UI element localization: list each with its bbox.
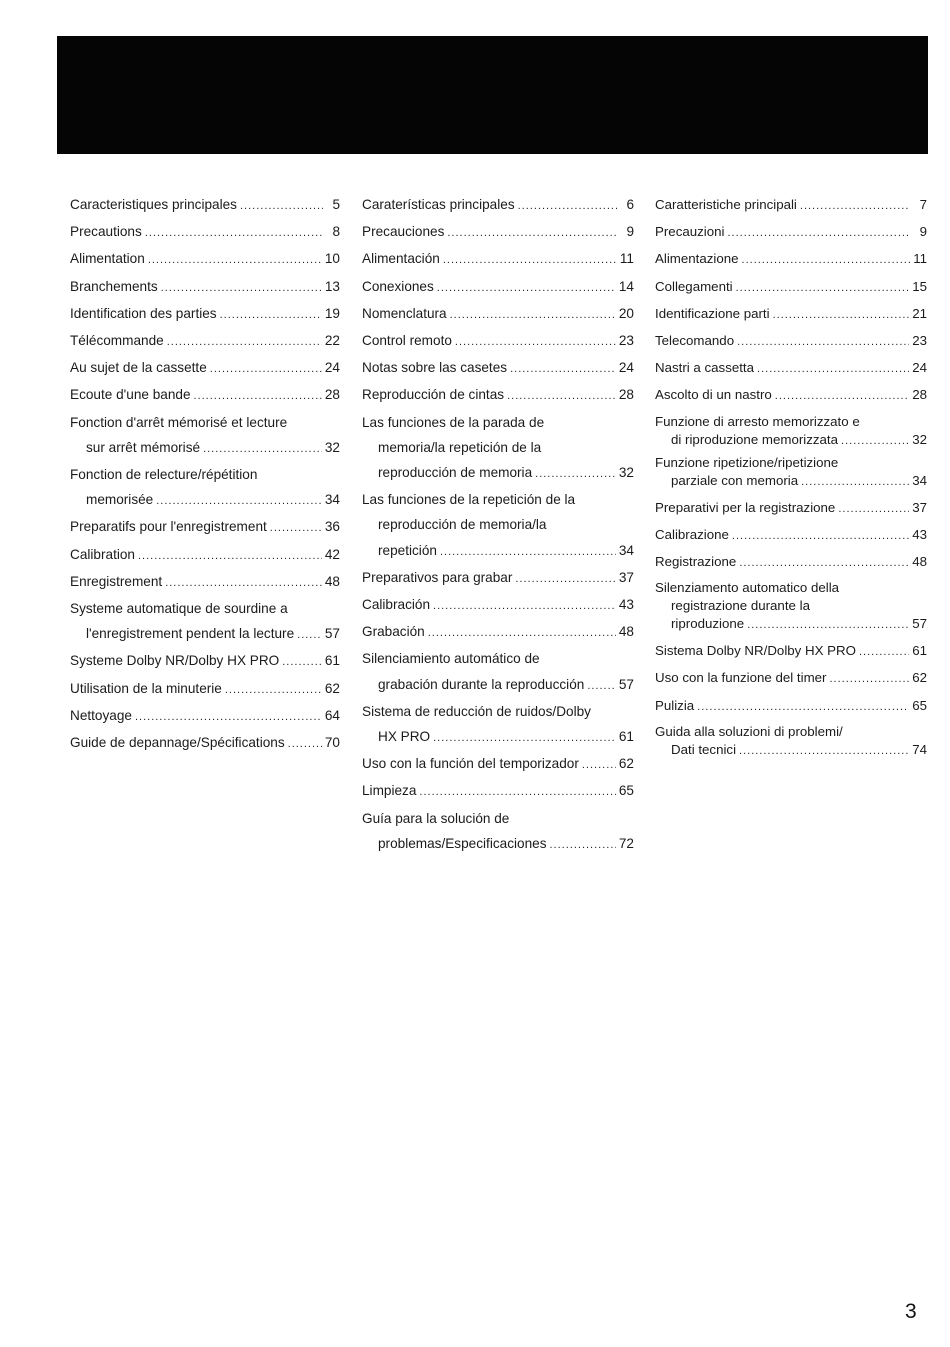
toc-entry-title: Ecoute d'une bande bbox=[70, 387, 191, 403]
dot-leader bbox=[507, 384, 616, 409]
toc-entry-page: 61 bbox=[618, 729, 634, 745]
toc-entry-page: 32 bbox=[912, 431, 927, 447]
toc-entry bbox=[70, 730, 340, 757]
toc-entry bbox=[362, 192, 634, 219]
toc-entry-page: 8 bbox=[332, 224, 340, 240]
toc-entry-title: Au sujet de la cassette bbox=[70, 360, 207, 376]
toc-entry-page: 61 bbox=[324, 653, 340, 669]
dot-leader bbox=[510, 357, 616, 382]
toc-entry-page: 36 bbox=[324, 519, 340, 535]
toc-entry bbox=[362, 646, 634, 698]
dot-leader bbox=[440, 540, 616, 565]
toc-entry-title: reproducción de memoria/la bbox=[378, 517, 547, 533]
toc-entry-title: Ascolto di un nastro bbox=[655, 387, 772, 403]
dot-leader bbox=[135, 705, 322, 730]
toc-entry bbox=[362, 751, 634, 778]
toc-entry-title: problemas/Especificaciones bbox=[378, 835, 547, 851]
toc-entry-page: 34 bbox=[324, 492, 340, 508]
dot-leader bbox=[742, 248, 910, 273]
toc-entry-title: Precautions bbox=[70, 224, 142, 240]
dot-leader bbox=[419, 780, 615, 805]
toc-entry-title: Systeme Dolby NR/Dolby HX PRO bbox=[70, 653, 280, 669]
toc-entry-title: Sistema Dolby NR/Dolby HX PRO bbox=[655, 643, 856, 659]
toc-entry-page: 70 bbox=[324, 735, 340, 751]
toc-entry-page: 72 bbox=[618, 835, 634, 851]
toc-entry bbox=[655, 665, 927, 692]
dot-leader bbox=[800, 194, 910, 219]
toc-entry-title: grabación durante la reproducción bbox=[378, 676, 585, 692]
dot-leader bbox=[433, 594, 616, 619]
toc-entry bbox=[362, 382, 634, 409]
toc-entry bbox=[655, 693, 927, 720]
toc-entry-page: 7 bbox=[919, 197, 927, 212]
toc-entry-page: 14 bbox=[618, 278, 634, 294]
toc-entry-page: 62 bbox=[618, 756, 634, 772]
toc-entry-title: Telecomando bbox=[655, 333, 735, 349]
toc-entry-title: Guía para la solución de bbox=[362, 810, 510, 826]
dot-leader bbox=[515, 567, 616, 592]
toc-entry-title: Uso con la funzione del timer bbox=[655, 670, 827, 686]
toc-entry bbox=[70, 596, 340, 648]
dot-leader bbox=[428, 621, 616, 646]
toc-entry-page: 32 bbox=[324, 439, 340, 455]
dot-leader bbox=[220, 303, 322, 328]
toc-entry-title: Nastri a cassetta bbox=[655, 360, 755, 376]
dot-leader bbox=[167, 330, 322, 355]
toc-entry-page: 43 bbox=[912, 526, 927, 542]
toc-entry bbox=[70, 462, 340, 514]
toc-entry bbox=[362, 219, 634, 246]
dot-leader bbox=[587, 674, 616, 699]
toc-entry-title: Funzione di arresto memorizzato e bbox=[655, 413, 860, 429]
toc-entry-page: 23 bbox=[618, 333, 634, 349]
toc-entry bbox=[655, 301, 927, 328]
toc-entry-title: Precauciones bbox=[362, 224, 445, 240]
toc-entry bbox=[70, 355, 340, 382]
toc-entry-title: Identificazione parti bbox=[655, 305, 770, 321]
toc-entry-page: 65 bbox=[912, 697, 927, 713]
dot-leader bbox=[270, 516, 322, 541]
toc-entry-page: 28 bbox=[618, 387, 634, 403]
toc-entry bbox=[655, 328, 927, 355]
toc-entry bbox=[70, 301, 340, 328]
dot-leader bbox=[773, 303, 910, 328]
toc-entry-title: Calibración bbox=[362, 597, 431, 613]
toc-entry-page: 9 bbox=[919, 224, 927, 240]
toc-entry-title: Control remoto bbox=[362, 333, 452, 349]
toc-entry bbox=[70, 274, 340, 301]
toc-entry bbox=[70, 410, 340, 462]
toc-entry-page: 6 bbox=[626, 197, 634, 212]
toc-entry-title: Preparativi per la registrazione bbox=[655, 499, 836, 515]
toc-entry bbox=[70, 676, 340, 703]
dot-leader bbox=[433, 726, 616, 751]
toc-entry bbox=[362, 592, 634, 619]
dot-leader bbox=[194, 384, 322, 409]
toc-entry bbox=[70, 192, 340, 219]
toc-entry-title: Nettoyage bbox=[70, 707, 132, 723]
dot-leader bbox=[450, 303, 616, 328]
dot-leader bbox=[282, 650, 322, 675]
toc-entry-title: Notas sobre las casetes bbox=[362, 360, 508, 376]
toc-entry bbox=[362, 301, 634, 328]
dot-leader bbox=[156, 489, 322, 514]
dot-leader bbox=[145, 221, 323, 246]
toc-entry-title: registrazione durante la bbox=[671, 598, 810, 614]
dot-leader bbox=[582, 753, 616, 778]
toc-entry-page: 24 bbox=[324, 360, 340, 376]
dot-leader bbox=[727, 221, 910, 246]
toc-entry bbox=[655, 413, 927, 450]
toc-entry-page: 57 bbox=[618, 676, 634, 692]
toc-entry-page: 32 bbox=[618, 465, 634, 481]
dot-leader bbox=[736, 276, 910, 301]
dot-leader bbox=[801, 473, 909, 491]
toc-entry-title: memorisée bbox=[86, 492, 154, 508]
dot-leader bbox=[859, 640, 909, 665]
toc-entry-page: 19 bbox=[324, 305, 340, 321]
dot-leader bbox=[161, 276, 322, 301]
toc-entry-page: 24 bbox=[912, 360, 927, 376]
toc-entry bbox=[655, 549, 927, 576]
toc-entry bbox=[362, 246, 634, 273]
toc-entry bbox=[70, 382, 340, 409]
toc-entry-title: Alimentazione bbox=[655, 251, 739, 267]
toc-entry-title: Fonction d'arrêt mémorisé et lecture bbox=[70, 414, 288, 430]
toc-entry-page: 57 bbox=[324, 626, 340, 642]
toc-entry bbox=[655, 495, 927, 522]
toc-entry bbox=[655, 454, 927, 491]
toc-entry-page: 11 bbox=[913, 251, 927, 267]
toc-entry bbox=[655, 382, 927, 409]
toc-entry-page: 48 bbox=[912, 554, 927, 570]
toc-entry-title: Caraterísticas principales bbox=[362, 197, 515, 212]
dot-leader bbox=[225, 678, 322, 703]
toc-entry-title: parziale con memoria bbox=[671, 472, 799, 488]
toc-entry-title: Calibrazione bbox=[655, 526, 729, 542]
toc-entry bbox=[362, 565, 634, 592]
toc-entry-title: Conexiones bbox=[362, 278, 434, 294]
dot-leader bbox=[138, 544, 322, 569]
toc-entry bbox=[362, 355, 634, 382]
toc-entry-title: Caracteristiques principales bbox=[70, 197, 237, 212]
toc-entry-title: repetición bbox=[378, 542, 437, 558]
toc-entry bbox=[70, 542, 340, 569]
toc-entry-page: 48 bbox=[618, 624, 634, 640]
toc-entry-title: Limpieza bbox=[362, 783, 417, 799]
toc-entry-page: 10 bbox=[324, 251, 340, 267]
toc-entry-page: 65 bbox=[618, 783, 634, 799]
toc-entry-title: Nomenclatura bbox=[362, 305, 447, 321]
toc-entry-page: 61 bbox=[912, 643, 927, 659]
toc-column-italian bbox=[655, 192, 927, 764]
toc-entry-title: Funzione ripetizione/ripetizione bbox=[655, 454, 839, 470]
toc-entry-title: Grabación bbox=[362, 624, 425, 640]
dot-leader bbox=[757, 357, 909, 382]
dot-leader bbox=[148, 248, 322, 273]
toc-entry bbox=[70, 514, 340, 541]
toc-entry-page: 43 bbox=[618, 597, 634, 613]
dot-leader bbox=[739, 742, 909, 760]
toc-entry-title: riproduzione bbox=[671, 616, 745, 632]
toc-entry-page: 28 bbox=[324, 387, 340, 403]
toc-entry-page: 42 bbox=[324, 546, 340, 562]
toc-entry-title: Precauzioni bbox=[655, 224, 725, 240]
toc-entry bbox=[655, 274, 927, 301]
page-number: 3 bbox=[905, 1300, 917, 1323]
toc-entry bbox=[70, 648, 340, 675]
dot-leader bbox=[437, 276, 616, 301]
toc-entry-title: Preparativos para grabar bbox=[362, 569, 513, 585]
toc-entry bbox=[70, 219, 340, 246]
toc-entry-page: 62 bbox=[324, 680, 340, 696]
toc-entry-page: 37 bbox=[912, 499, 927, 515]
toc-entry-page: 34 bbox=[618, 542, 634, 558]
toc-entry-title: HX PRO bbox=[378, 729, 431, 745]
dot-leader bbox=[210, 357, 322, 382]
dot-leader bbox=[838, 497, 909, 522]
toc-entry bbox=[362, 328, 634, 355]
dot-leader bbox=[697, 695, 909, 720]
toc-entry-title: Branchements bbox=[70, 278, 158, 294]
toc-entry-title: Fonction de relecture/répétition bbox=[70, 467, 258, 483]
header-banner bbox=[57, 36, 928, 154]
toc-entry-title: Caratteristiche principali bbox=[655, 197, 797, 212]
toc-entry-title: memoria/la repetición de la bbox=[378, 439, 542, 455]
toc-entry bbox=[655, 522, 927, 549]
dot-leader bbox=[732, 524, 909, 549]
toc-entry-page: 62 bbox=[912, 670, 927, 686]
dot-leader bbox=[455, 330, 616, 355]
dot-leader bbox=[737, 330, 909, 355]
toc-entry-page: 74 bbox=[912, 741, 927, 757]
dot-leader bbox=[203, 437, 322, 462]
toc-entry-title: Alimentation bbox=[70, 251, 145, 267]
toc-entry-title: Silenciamiento automático de bbox=[362, 651, 540, 667]
toc-entry-title: Identification des parties bbox=[70, 305, 217, 321]
toc-entry-title: Las funciones de la parada de bbox=[362, 414, 545, 430]
toc-entry-page: 22 bbox=[324, 333, 340, 349]
dot-leader bbox=[535, 462, 616, 487]
toc-entry-title: Dati tecnici bbox=[671, 741, 737, 757]
toc-entry-page: 64 bbox=[324, 707, 340, 723]
toc-entry-page: 48 bbox=[324, 573, 340, 589]
toc-entry-title: Alimentación bbox=[362, 251, 440, 267]
toc-entry-title: Systeme automatique de sourdine a bbox=[70, 601, 288, 617]
toc-entry-page: 37 bbox=[618, 569, 634, 585]
toc-entry bbox=[362, 487, 634, 565]
dot-leader bbox=[518, 194, 617, 219]
dot-leader bbox=[829, 667, 909, 692]
toc-entry-title: l'enregistrement pendent la lecture bbox=[86, 626, 295, 642]
toc-entry-title: sur arrêt mémorisé bbox=[86, 439, 201, 455]
toc-entry bbox=[655, 219, 927, 246]
toc-entry bbox=[655, 355, 927, 382]
toc-entry-page: 57 bbox=[912, 616, 927, 632]
toc-entry-title: Télécommande bbox=[70, 333, 164, 349]
toc-entry-title: Reproducción de cintas bbox=[362, 387, 505, 403]
dot-leader bbox=[297, 623, 322, 648]
toc-entry-title: Las funciones de la repetición de la bbox=[362, 492, 576, 508]
dot-leader bbox=[739, 551, 909, 576]
dot-leader bbox=[240, 194, 323, 219]
toc-entry-page: 21 bbox=[912, 305, 927, 321]
toc-entry bbox=[362, 619, 634, 646]
toc-entry-page: 13 bbox=[324, 278, 340, 294]
toc-column-spanish bbox=[362, 192, 634, 858]
toc-entry bbox=[655, 192, 927, 219]
toc-entry-page: 24 bbox=[618, 360, 634, 376]
toc-entry-title: Sistema de reducción de ruidos/Dolby bbox=[362, 703, 591, 719]
dot-leader bbox=[775, 384, 909, 409]
toc-entry bbox=[70, 328, 340, 355]
toc-entry bbox=[362, 806, 634, 858]
toc-entry bbox=[655, 246, 927, 273]
toc-entry-page: 23 bbox=[912, 333, 927, 349]
toc-entry-page: 34 bbox=[912, 472, 927, 488]
toc-entry-title: Collegamenti bbox=[655, 278, 733, 294]
toc-entry-title: Pulizia bbox=[655, 697, 695, 713]
toc-entry-title: Guide de depannage/Spécifications bbox=[70, 735, 285, 751]
dot-leader bbox=[747, 616, 909, 634]
toc-entry bbox=[655, 579, 927, 634]
toc-entry-page: 9 bbox=[626, 224, 634, 240]
toc-entry-title: Preparatifs pour l'enregistrement bbox=[70, 519, 267, 535]
dot-leader bbox=[288, 732, 322, 757]
toc-entry-title: Uso con la función del temporizador bbox=[362, 756, 579, 772]
toc-entry-title: Guida alla soluzioni di problemi/ bbox=[655, 723, 843, 739]
dot-leader bbox=[447, 221, 617, 246]
toc-entry-title: Enregistrement bbox=[70, 573, 163, 589]
dot-leader bbox=[443, 248, 617, 273]
toc-column-french bbox=[70, 192, 340, 757]
toc-entry-page: 28 bbox=[912, 387, 927, 403]
toc-entry bbox=[70, 703, 340, 730]
toc-entry bbox=[362, 274, 634, 301]
toc-entry-page: 20 bbox=[618, 305, 634, 321]
toc-entry-title: Utilisation de la minuterie bbox=[70, 680, 222, 696]
toc-entry-page: 5 bbox=[332, 197, 340, 212]
toc-entry bbox=[362, 778, 634, 805]
toc-entry-title: Calibration bbox=[70, 546, 135, 562]
dot-leader bbox=[550, 833, 616, 858]
dot-leader bbox=[841, 432, 909, 450]
dot-leader bbox=[165, 571, 322, 596]
toc-entry-title: Silenziamento automatico della bbox=[655, 580, 840, 596]
toc-entry bbox=[655, 638, 927, 665]
toc-entry-title: Registrazione bbox=[655, 554, 737, 570]
toc-entry bbox=[70, 246, 340, 273]
toc-entry bbox=[70, 569, 340, 596]
toc-entry bbox=[362, 410, 634, 488]
toc-entry bbox=[362, 699, 634, 751]
toc-entry-page: 15 bbox=[912, 278, 927, 294]
toc-entry-page: 11 bbox=[619, 251, 634, 267]
toc-entry bbox=[655, 723, 927, 760]
toc-entry-title: di riproduzione memorizzata bbox=[671, 431, 839, 447]
toc-entry-title: reproducción de memoria bbox=[378, 465, 533, 481]
